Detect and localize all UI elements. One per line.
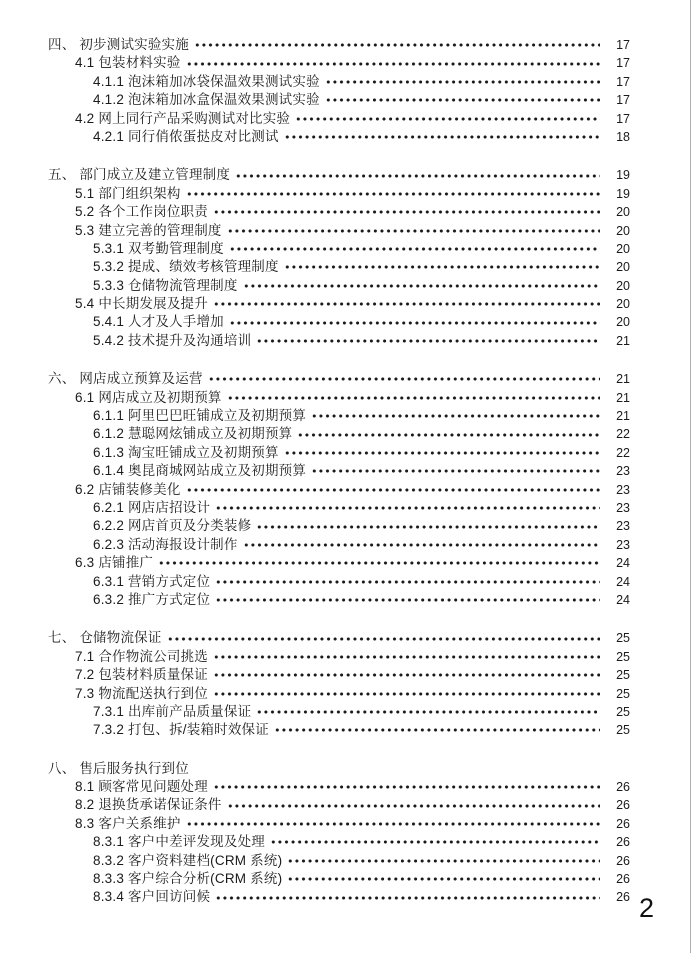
toc-entry: [48, 796, 630, 814]
toc-entry-label: 8.3.4 客户回访问候: [93, 889, 211, 905]
dotted-leader: [243, 536, 600, 554]
toc-entry: [48, 277, 630, 295]
toc-entry-page-number: 23: [616, 464, 630, 479]
dotted-leader: [297, 425, 600, 443]
toc-section: [48, 370, 630, 609]
toc-entry-label: 5.4.1 人才及人手增加: [93, 314, 224, 330]
toc-entry-page-number: 24: [616, 592, 630, 607]
toc-entry-page-number: 25: [616, 723, 630, 738]
toc-entry: [48, 888, 630, 906]
toc-entry: [48, 685, 630, 703]
dotted-leader: [287, 870, 600, 888]
toc-entry-page-number: 17: [616, 56, 630, 71]
dotted-leader: [213, 778, 600, 796]
toc-entry-page-number: 20: [616, 315, 630, 330]
toc-entry-label: 八、 售后服务执行到位: [48, 760, 189, 776]
dotted-leader: [256, 332, 600, 350]
toc-entry-label: 6.2 店铺装修美化: [75, 481, 181, 497]
toc-entry-page-number: 26: [616, 798, 630, 813]
toc-entry-page-number: 21: [616, 409, 630, 424]
toc-entry-label: 5.3.1 双考勤管理制度: [93, 240, 224, 256]
toc-entry: [48, 703, 630, 721]
dotted-leader: [227, 222, 600, 240]
toc-entry-label: 8.1 顾客常见问题处理: [75, 779, 208, 795]
toc-entry-page-number: 23: [616, 500, 630, 515]
toc-entry: [48, 166, 630, 184]
toc-entry-label: 六、 网店成立预算及运营: [48, 371, 203, 387]
toc-entry-label: 6.3.1 营销方式定位: [93, 573, 211, 589]
dotted-leader: [167, 629, 600, 647]
toc-entry: [48, 481, 630, 499]
dotted-leader: [284, 128, 600, 146]
toc-entry-page-number: 26: [616, 853, 630, 868]
footer-page-number: 2: [638, 893, 654, 923]
toc-entry: [48, 591, 630, 609]
toc-entry-label: 4.1.2 泡沫箱加冰盒保温效果测试实验: [93, 92, 320, 108]
toc-entry: [48, 462, 630, 480]
toc-entry: [48, 54, 630, 72]
toc-entry-page-number: 20: [616, 260, 630, 275]
dotted-leader: [213, 295, 600, 313]
toc-entry-page-number: 20: [616, 223, 630, 238]
toc-entry-page-number: 20: [616, 241, 630, 256]
toc-entry-page-number: 26: [616, 835, 630, 850]
toc-entry-page-number: 17: [616, 74, 630, 89]
toc-entry: [48, 185, 630, 203]
toc-entry: [48, 36, 630, 54]
toc-entry: [48, 370, 630, 388]
toc-entry: [48, 389, 630, 407]
toc-entry-label: 7.3.2 打包、拆/装箱时效保证: [93, 722, 269, 738]
toc-entry-page-number: 17: [616, 93, 630, 108]
toc-entry-label: 8.3.1 客户中差评发现及处理: [93, 834, 265, 850]
toc-entry-page-number: 25: [616, 704, 630, 719]
dotted-leader: [256, 703, 600, 721]
toc-entry-page-number: 23: [616, 519, 630, 534]
toc-entry-label: 6.1.2 慧聪网炫铺成立及初期预算: [93, 426, 293, 442]
dotted-leader: [229, 240, 600, 258]
toc-entry-page-number: 19: [616, 168, 630, 183]
dotted-leader: [158, 554, 600, 572]
toc-entry-page-number: 21: [616, 390, 630, 405]
toc-entry-page-number: 26: [616, 816, 630, 831]
toc-entry-label: 6.2.2 网店首页及分类装修: [93, 518, 252, 534]
toc-entry-page-number: 21: [616, 333, 630, 348]
toc-entry: [48, 128, 630, 146]
toc-entry: [48, 444, 630, 462]
toc-entry: [48, 222, 630, 240]
toc-entry: [48, 203, 630, 221]
dotted-leader: [295, 110, 600, 128]
toc-entry-page-number: 24: [616, 556, 630, 571]
dotted-leader: [215, 888, 600, 906]
toc-entry: [48, 295, 630, 313]
toc-section: [48, 629, 630, 739]
toc-entry-label: 4.2.1 同行俏侬蛋挞皮对比测试: [93, 128, 279, 144]
toc-entry-label: 七、 仓储物流保证: [48, 630, 162, 646]
dotted-leader: [284, 444, 600, 462]
toc-entry: [48, 815, 630, 833]
dotted-leader: [325, 73, 600, 91]
dotted-leader: [215, 573, 600, 591]
dotted-leader: [227, 796, 600, 814]
toc-entry: [48, 629, 630, 647]
toc-entry-label: 5.3.2 提成、绩效考核管理制度: [93, 259, 279, 275]
toc-entry-label: 四、 初步测试实验实施: [48, 37, 189, 52]
toc-entry: [48, 332, 630, 350]
toc-entry-page-number: 25: [616, 668, 630, 683]
dotted-leader: [311, 462, 600, 480]
toc-entry-label: 6.3 店铺推广: [75, 555, 154, 571]
dotted-leader: [194, 36, 600, 54]
toc-entry-label: 4.1 包装材料实验: [75, 55, 181, 71]
toc-entry: [48, 536, 630, 554]
toc-entry-page-number: 25: [616, 686, 630, 701]
dotted-leader: [215, 591, 600, 609]
toc-entry: [48, 425, 630, 443]
dotted-leader: [213, 203, 600, 221]
toc-entry-label: 7.3.1 出库前产品质量保证: [93, 703, 252, 719]
dotted-leader: [256, 517, 600, 535]
toc-entry: [48, 517, 630, 535]
toc-entry: [48, 870, 630, 888]
dotted-leader: [274, 721, 600, 739]
toc-entry: [48, 407, 630, 425]
toc-entry-label: 4.1.1 泡沫箱加冰袋保温效果测试实验: [93, 73, 320, 89]
toc-entry-label: 5.3 建立完善的管理制度: [75, 222, 222, 238]
toc-entry-label: 5.1 部门组织架构: [75, 185, 181, 201]
toc-entry-page-number: 21: [616, 372, 630, 387]
dotted-leader: [186, 185, 600, 203]
dotted-leader: [213, 648, 600, 666]
dotted-leader: [213, 685, 600, 703]
toc-section: [48, 166, 630, 350]
toc-entry-page-number: 26: [616, 872, 630, 887]
toc-entry: [48, 240, 630, 258]
toc-entry-page-number: 23: [616, 537, 630, 552]
toc-entry-page-number: 24: [616, 574, 630, 589]
dotted-leader: [208, 370, 600, 388]
toc-entry: [48, 778, 630, 796]
toc-entry-page-number: 22: [616, 427, 630, 442]
toc-entry-page-number: 17: [616, 38, 630, 52]
dotted-leader: [287, 852, 600, 870]
toc-entry-page-number: 25: [616, 649, 630, 664]
toc-entry-page-number: 19: [616, 186, 630, 201]
toc-entry: [48, 110, 630, 128]
toc-entry-label: 5.4.2 技术提升及沟通培训: [93, 332, 252, 348]
toc-entry-label: 6.1 网店成立及初期预算: [75, 389, 222, 405]
toc-entry-label: 8.3.3 客户综合分析(CRM 系统): [93, 871, 283, 887]
toc-entry-label: 6.1.1 阿里巴巴旺铺成立及初期预算: [93, 408, 307, 424]
toc-entry-label: 6.1.3 淘宝旺铺成立及初期预算: [93, 444, 279, 460]
toc-entry-label: 6.1.4 奥昆商城网站成立及初期预算: [93, 463, 307, 479]
toc-entry-label: 7.3 物流配送执行到位: [75, 685, 208, 701]
toc-entry-label: 五、 部门成立及建立管理制度: [48, 167, 231, 183]
dotted-leader: [213, 666, 600, 684]
toc-entry: [48, 91, 630, 109]
table-of-contents: [48, 36, 630, 907]
page-right-edge-line: [690, 0, 691, 953]
toc-entry: [48, 648, 630, 666]
toc-entry-label: 4.2 网上同行产品采购测试对比实验: [75, 110, 291, 126]
toc-entry-label: 6.2.1 网店店招设计: [93, 499, 211, 515]
dotted-leader: [284, 258, 600, 276]
toc-entry-page-number: 26: [616, 890, 630, 905]
toc-section: [48, 36, 630, 146]
toc-entry-label: 7.2 包装材料质量保证: [75, 667, 208, 683]
toc-entry: [48, 721, 630, 739]
toc-entry: [48, 258, 630, 276]
toc-entry-label: 5.3.3 仓储物流管理制度: [93, 277, 238, 293]
dotted-leader: [186, 481, 600, 499]
toc-entry-page-number: 20: [616, 205, 630, 220]
toc-entry-page-number: 20: [616, 297, 630, 312]
toc-entry-page-number: 18: [616, 129, 630, 144]
dotted-leader: [311, 407, 600, 425]
toc-entry: [48, 760, 630, 778]
dotted-leader: [194, 760, 600, 778]
toc-entry: [48, 313, 630, 331]
toc-entry: [48, 554, 630, 572]
dotted-leader: [229, 313, 600, 331]
toc-entry: [48, 833, 630, 851]
toc-entry-label: 8.2 退换货承诺保证条件: [75, 797, 222, 813]
dotted-leader: [325, 91, 600, 109]
toc-entry: [48, 666, 630, 684]
toc-entry: [48, 499, 630, 517]
dotted-leader: [270, 833, 600, 851]
toc-entry: [48, 73, 630, 91]
toc-entry: [48, 852, 630, 870]
toc-entry-label: 6.3.2 推广方式定位: [93, 591, 211, 607]
toc-entry-page-number: 17: [616, 111, 630, 126]
toc-entry-label: 8.3.2 客户资料建档(CRM 系统): [93, 852, 283, 868]
dotted-leader: [215, 499, 600, 517]
toc-entry-page-number: 20: [616, 278, 630, 293]
toc-entry-label: 5.2 各个工作岗位职责: [75, 204, 208, 220]
dotted-leader: [243, 277, 600, 295]
toc-entry-page-number: 26: [616, 780, 630, 795]
dotted-leader: [235, 166, 600, 184]
toc-entry-label: 8.3 客户关系维护: [75, 815, 181, 831]
toc-entry-label: 7.1 合作物流公司挑选: [75, 648, 208, 664]
toc-entry-label: 5.4 中长期发展及提升: [75, 296, 208, 312]
toc-entry-page-number: 23: [616, 482, 630, 497]
dotted-leader: [186, 815, 600, 833]
toc-entry-page-number: 22: [616, 445, 630, 460]
toc-entry-page-number: 25: [616, 631, 630, 646]
toc-entry: [48, 573, 630, 591]
dotted-leader: [186, 54, 600, 72]
dotted-leader: [227, 389, 600, 407]
toc-section: [48, 760, 630, 907]
toc-entry-label: 6.2.3 活动海报设计制作: [93, 536, 238, 552]
